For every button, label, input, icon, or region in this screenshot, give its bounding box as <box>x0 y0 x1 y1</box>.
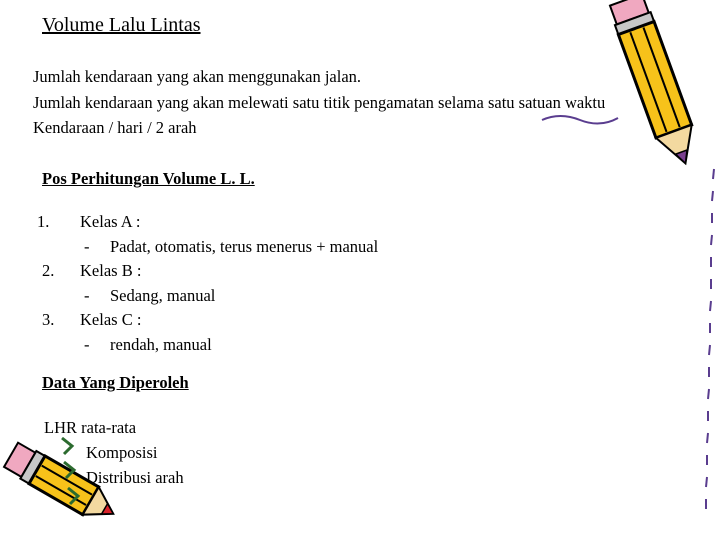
pos-item-3-number: 3. <box>42 310 55 329</box>
pos-item-2-detail: Sedang, manual <box>110 286 216 305</box>
pencil-right-icon <box>598 0 718 175</box>
data-item-1: LHR rata-rata <box>44 418 137 437</box>
dashed-line-decoration <box>700 165 720 525</box>
pos-item-3-detail: rendah, manual <box>110 335 212 354</box>
pos-item-3-dash: - <box>84 335 90 354</box>
page-title: Volume Lalu Lintas <box>42 14 201 36</box>
pos-item-3-label: Kelas C : <box>80 310 142 329</box>
data-item-3: Distribusi arah <box>86 468 184 487</box>
pos-item-1-dash: - <box>84 237 90 256</box>
data-item-2: Komposisi <box>86 443 158 462</box>
pos-item-2-dash: - <box>84 286 90 305</box>
definition-line-2: Jumlah kendaraan yang akan melewati satu titik pengamatan selama satu satuan waktu <box>33 93 606 112</box>
pos-item-1-detail: Padat, otomatis, terus menerus + manual <box>110 237 379 256</box>
definition-line-1: Jumlah kendaraan yang akan menggunakan jalan. <box>33 67 362 86</box>
scribble-marks-decoration <box>58 432 98 512</box>
pos-item-2-number: 2. <box>42 261 55 280</box>
pos-item-1-number: 1. <box>37 212 50 231</box>
underline-scribble-decoration <box>540 108 630 132</box>
pos-item-1-label: Kelas A : <box>80 212 141 231</box>
data-heading: Data Yang Diperoleh <box>42 373 189 392</box>
definition-line-3: Kendaraan / hari / 2 arah <box>33 118 197 137</box>
pos-heading: Pos Perhitungan Volume L. L. <box>42 169 255 188</box>
pos-item-2-label: Kelas B : <box>80 261 142 280</box>
